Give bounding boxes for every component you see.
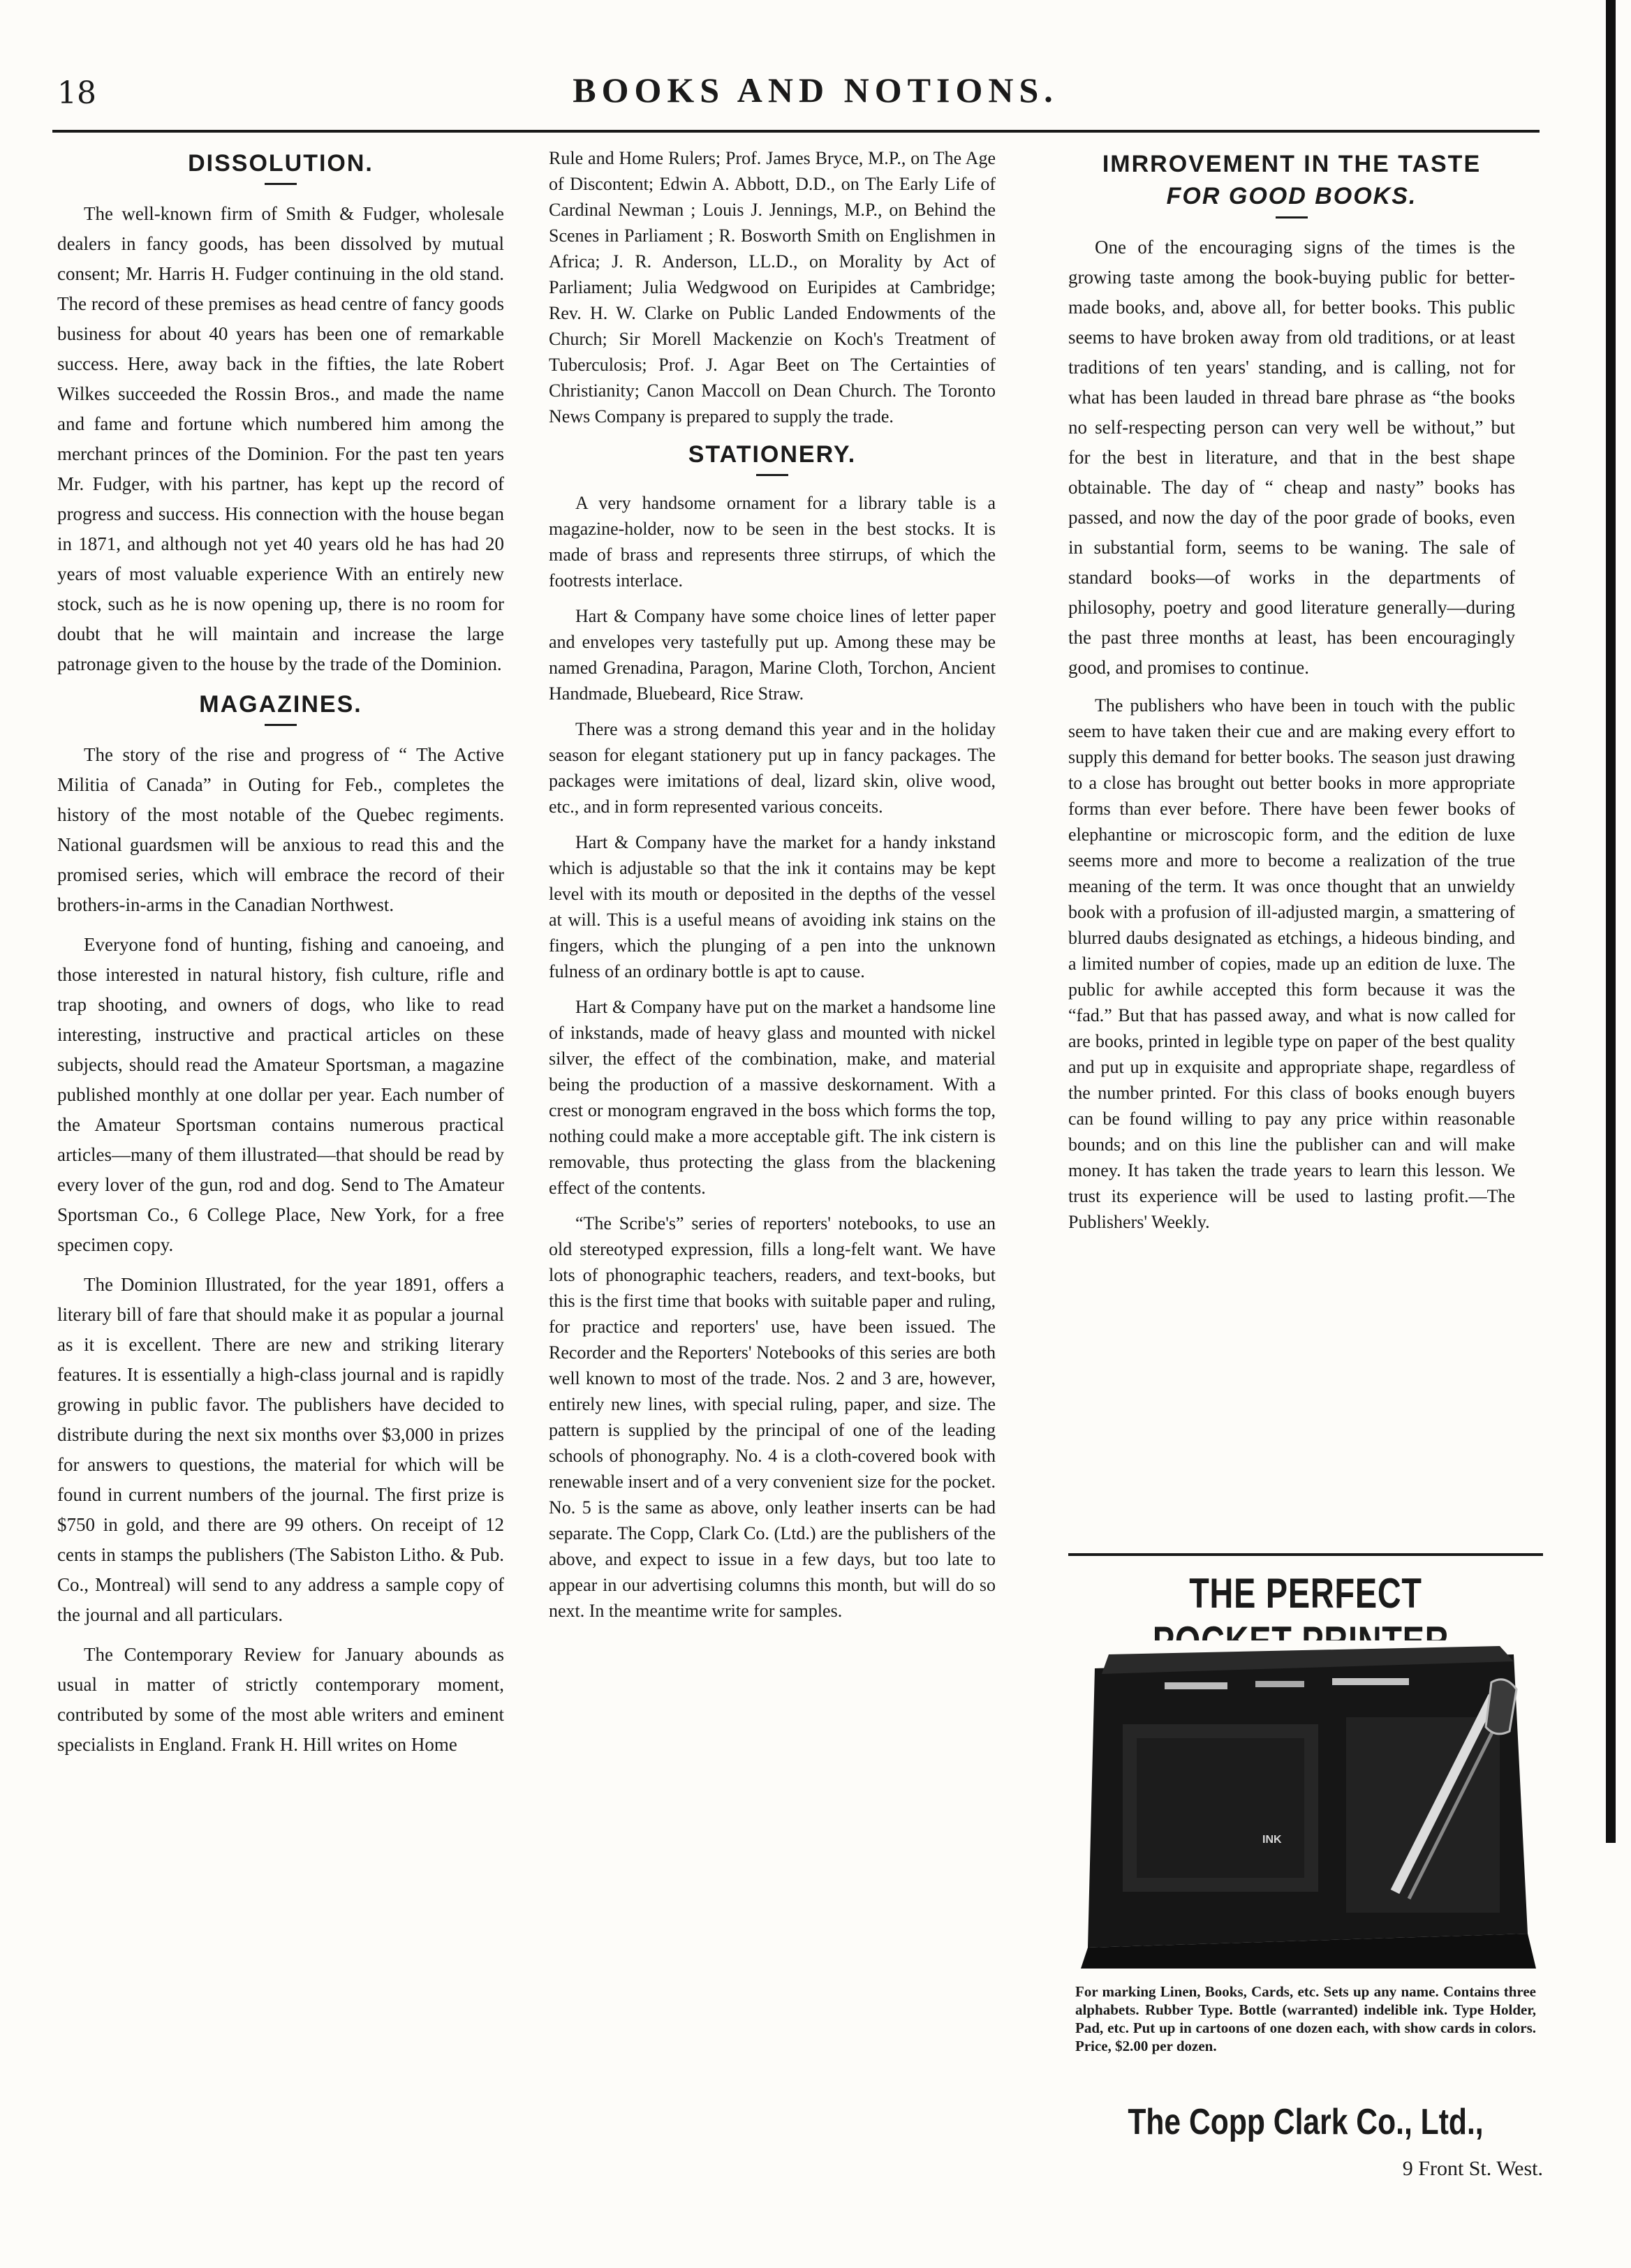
magazines-paragraph-sportsman: Everyone fond of hunting, fishing and canoeing, and those interested in natural history, fish culture, rifle and trap shooting, and owners of dogs, who like to read interesting, instructive and practical articles on these subjects, should read the Amateur Sportsman, a magazine published monthly at one dollar per year. Each number of the Amateur Sportsman contains numerous practical articles—many of them illustrated—that should be read by every lover of the gun, rod and dog. Send to The Amateur Sportsman Co., 6 College Place, New York, for a free specimen copy. <box>57 934 504 1255</box>
heading-dash <box>265 724 297 726</box>
pocket-printer-illustration <box>1081 1640 1536 1969</box>
header-rule <box>52 130 1540 133</box>
improvement-paragraph-1: One of the encouraging signs of the times is the growing taste among the book-buying public for better-made books, and, above all, for better books. This public seems to have broken away from old traditions, or at least traditions of ten years' standing, and is calling, not for what has been lauded in thread bare phrase as “the books no self-respecting person can very well be without,” but for the best in literature, and that in the best shape obtainable. The day of “ cheap and nasty” books has passed, and now the day of the poor grade of books, even in substantial form, seems to be waning. The sale of standard books—of works in the departments of philosophy, poetry and good literature generally—during the past three months at least, has been encouragingly good, and promises to continue. <box>1068 237 1515 678</box>
contemporary-continued-paragraph: Rule and Home Rulers; Prof. James Bryce, M.P., on The Age of Discontent; Edwin A. Abbott, D.D., on The Early Life of Cardinal Newman ; Louis J. Jennings, M.P., on Behind the Scenes in Parliament ; R. Bosworth Smith on Englishmen in Africa; J. R. Anderson, LL.D., on Morality by Act of Parliament; Julia Wedgwood on Euripides at Cambridge; Rev. H. W. Clarke on Public Landed Endowments of the Church; Sir Morell Mackenzie on Koch's Treatment of Tuberculosis; Prof. J. Agar Beet on The Certainties of Christianity; Canon Maccoll on Dean Church. The Toronto News Company is prepared to supply the trade. <box>549 148 996 427</box>
stationery-paragraph-notebooks: “The Scribe's” series of reporters' notebooks, to use an old stereotyped expression, fills a long-felt want. We have lots of phonographic teachers, readers, and text-books, but this is the first time that books with suitable paper and ruling, for practice and reporters' use, have been issued. The Recorder and the Reporters' Notebooks of this series are both well known to most of the trade. Nos. 2 and 3 are, however, entirely new lines, with special ruling, paper, and size. The pattern is supplied by the principal of one of the leading schools of phonography. No. 4 is a cloth-covered book with renewable insert and of a very convenient size for the pocket. No. 5 is the same as above, only leather inserts can be had separate. The Copp, Clark Co. (Ltd.) are the publishers of the above, and expect to issue in a few days, but too late to appear in our advertising columns this month, but will do so next. In the meantime write for samples. <box>549 1213 996 1621</box>
stationery-paragraph-packages: There was a strong demand this year and in the holiday season for elegant stationery put up in fancy packages. The packages were imitations of deal, lizard skin, olive wood, etc., and in form represented various conceits. <box>549 719 996 817</box>
stationery-paragraph-glass-inkstands: Hart & Company have put on the market a handsome line of inkstands, made of heavy glass and mounted with nickel silver, the effect of the combination, make, and material being the production of a massive deskornament. With a crest or monogram engraved in the boss which forms the top, nothing could make a more acceptable gift. The ink cistern is removable, thus protecting the glass from the blackening effect of the contents. <box>549 997 996 1198</box>
running-head-title: BOOKS AND NOTIONS. <box>573 71 1058 110</box>
stationery-heading: STATIONERY. <box>688 441 857 468</box>
magazines-heading: MAGAZINES. <box>199 691 362 718</box>
magazines-paragraph-contemporary: The Contemporary Review for January abounds as usual in matter of strictly contemporary moment, contributed by some of the most able writers and eminent specialists in England. Frank H. Hill writes on Home <box>57 1644 504 1755</box>
advertisement-title: THE PERFECT <box>1189 1570 1422 1617</box>
improvement-heading-line2: FOR GOOD BOOKS. <box>1166 183 1417 209</box>
magazines-paragraph-dominion: The Dominion Illustrated, for the year 1891, offers a literary bill of fare that should make it as popular a journal as it is excellent. There are new and striking literary features. It is essentially a high-class journal and is rapidly growing in public favor. The publishers have decided to distribute during the next six months over $3,000 in prizes for answers to questions, the material for which will be found in current numbers of the journal. The first prize is $750 in gold, and there are 99 others. On receipt of 12 cents in stamps the publishers (The Sabiston Litho. & Pub. Co., Montreal) will send to any address a sample copy of the journal and all particulars. <box>57 1274 504 1625</box>
ink-label: INK <box>1262 1834 1282 1846</box>
advertisement-rule <box>1068 1553 1543 1556</box>
dissolution-heading: DISSOLUTION. <box>188 150 374 177</box>
heading-dash <box>756 474 788 476</box>
stationery-paragraph-holder: A very handsome ornament for a library table is a magazine-holder, now to be seen in the best stocks. It is made of brass and represents three stirrups, of which the footrests interlace. <box>549 493 996 591</box>
stationery-paragraph-inkstand: Hart & Company have the market for a handy inkstand which is adjustable so that the ink it contains may be kept level with its mouth or deposited in the depths of the vessel at will. This is a useful means of avoiding ink stains on the fingers, which the plunging of a pen into the unknown fulness of an ordinary bottle is apt to cause. <box>549 832 996 981</box>
column-right <box>1068 145 1515 1245</box>
advertisement-company: The Copp Clark Co., Ltd., <box>1128 2102 1484 2142</box>
advertisement-address: 9 Front St. West. <box>1402 2157 1543 2180</box>
improvement-heading-line1: IMRROVEMENT IN THE TASTE <box>1102 151 1482 177</box>
column-left <box>57 145 504 1770</box>
stationery-paragraph-letter-paper: Hart & Company have some choice lines of letter paper and envelopes very tastefully put up. Among these may be named Grenadina, Paragon, Marine Cloth, Torchon, Ancient Handmade, Bluebeard, Rice Straw. <box>549 606 996 704</box>
column-middle <box>549 145 996 1633</box>
heading-dash <box>265 183 297 185</box>
scan-edge-bar <box>1606 0 1616 1843</box>
page-number: 18 <box>57 75 96 111</box>
dissolution-paragraph: The well-known firm of Smith & Fudger, wholesale dealers in fancy goods, has been dissolved by mutual consent; Mr. Harris H. Fudger continuing in the old stand. The record of these premises as head centre of fancy goods business for about 40 years has been one of remarkable success. Here, away back in the fifties, the late Robert Wilkes succeeded the Rossin Bros., and made the name and fame and fortune which numbered him among the merchant princes of the Dominion. For the past ten years Mr. Fudger, with his partner, has kept up the record of progress and success. His connection with the house began in 1871, and although not yet 40 years old he has had 20 years of most valuable experience With an entirely new stock, such as he is now opening up, there is no room for doubt that he will maintain and increase the large patronage given to the house by the trade of the Dominion. <box>57 203 504 674</box>
magazines-paragraph-outing: The story of the rise and progress of “ The Active Militia of Canada” in Outing for Feb., completes the history of the most notable of the Quebec regiments. National guardsmen will be anxious to read this and the promised series, which will embrace the record of their brothers-in-arms in the Canadian Northwest. <box>57 744 504 915</box>
improvement-paragraph-2: The publishers who have been in touch with the public seem to have taken their cue and are making every effort to supply this demand for better books. The season just drawing to a close has brought out better books in more appropriate forms than ever before. There have been fewer books of elephantine or microscopic form, and the edition de luxe seems more and more to become a realization of the true meaning of the term. It was once thought that an unwieldy book with a profusion of ill-adjusted margin, a smattering of blurred daubs designated as etchings, a hideous binding, and a limited number of copies, made up an edition de luxe. The public for awhile accepted this form because it was the “fad.” But that has passed away, and what is now called for are books, printed in legible type on paper of the best quality and put up in exquisite and appropriate shape, regardless of the number printed. For this class of books enough buyers can be found willing to pay any price within reasonable bounds; and on this line the publisher can and will make money. It has taken the trade years to learn this lesson. We trust its experience will be used to lasting profit.—The Publishers' Weekly. <box>1068 695 1515 1232</box>
advertisement-description: For marking Linen, Books, Cards, etc. Sets up any name. Contains three alphabets. Rubber Type. Bottle (warranted) indelible ink. Type Holder, Pad, etc. Put up in cartoons of one dozen each, with show cards in colors. Price, $2.00 per dozen. <box>1075 1983 1536 2054</box>
heading-dash <box>1276 216 1308 218</box>
